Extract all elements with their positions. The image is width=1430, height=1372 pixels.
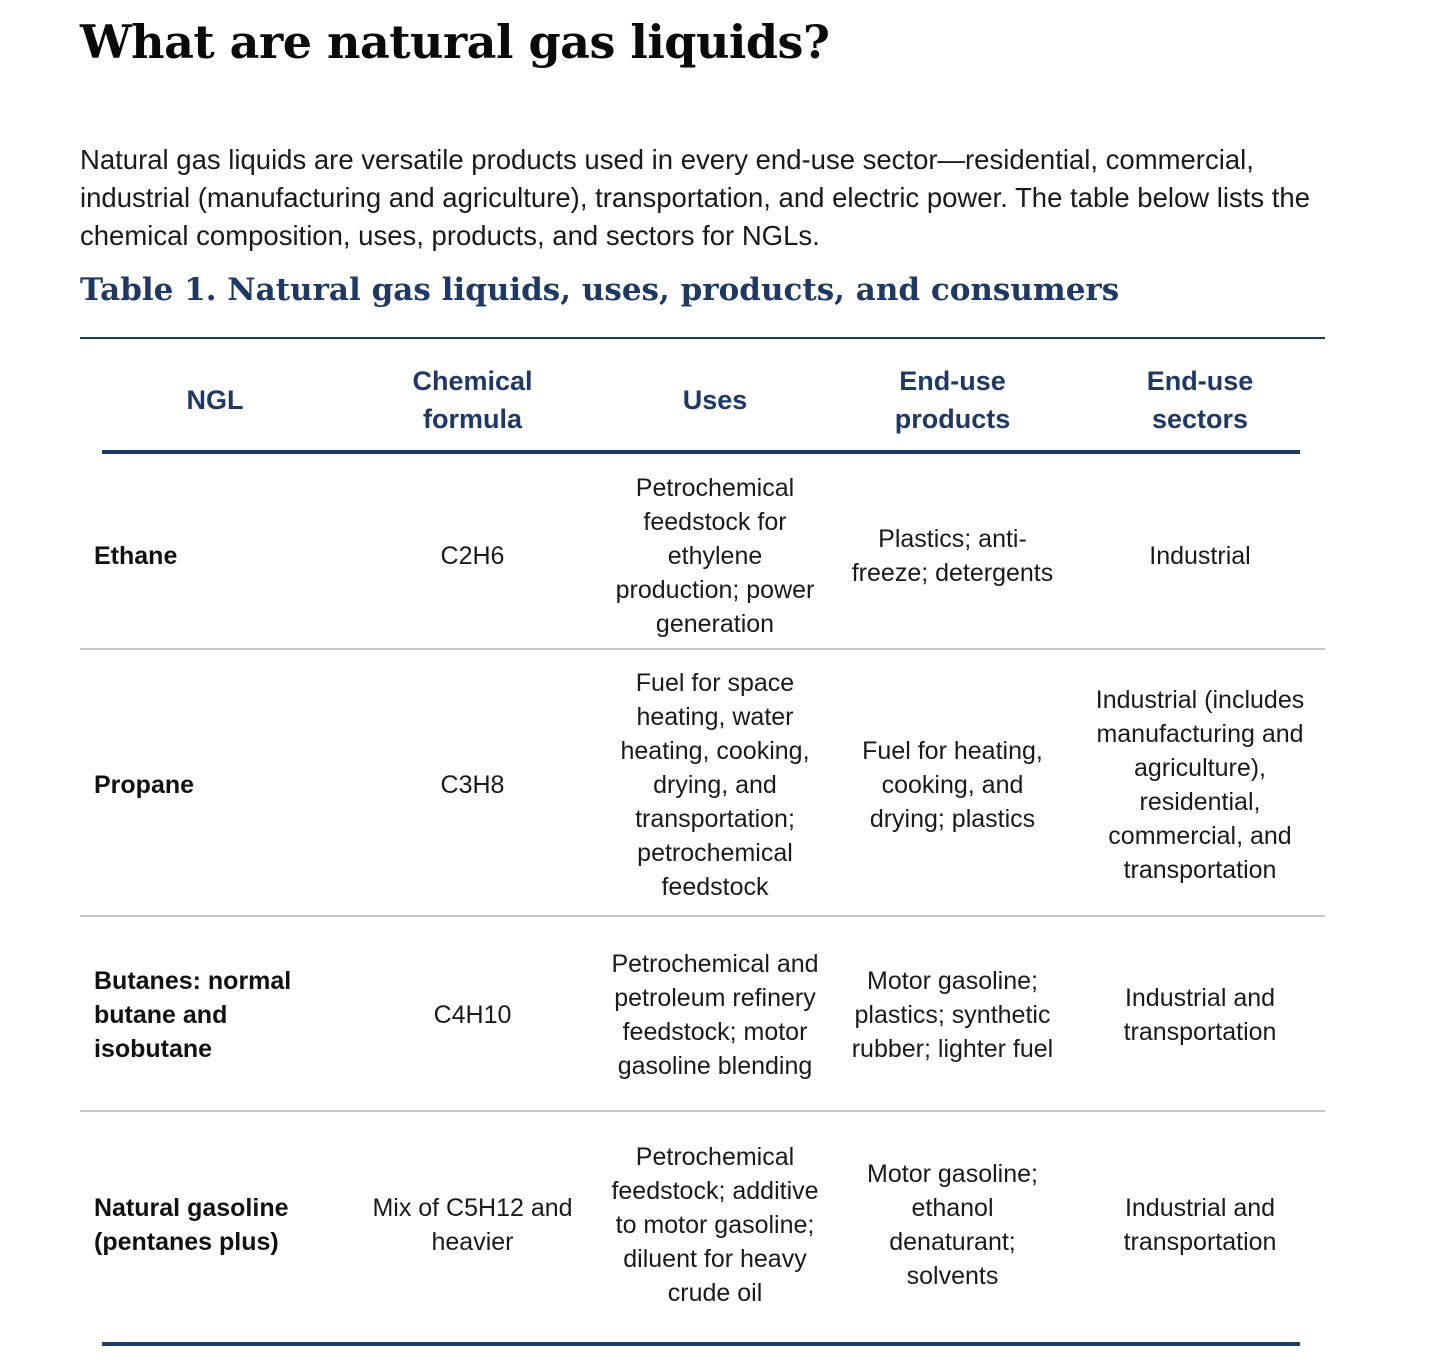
cell-ngl: Ethane [94, 542, 178, 570]
cell-sectors: Industrial and transportation [1123, 984, 1277, 1046]
row-divider [80, 648, 1325, 650]
cell-ngl: Natural gasoline (pentanes plus) [94, 1194, 289, 1256]
cell-sectors: Industrial and transportation [1123, 1194, 1277, 1256]
cell-sectors: Industrial (includes manufacturing and agriculture), residential, commercial, and transportation [1095, 686, 1305, 884]
cell-products: Motor gasoline; ethanol denaturant; solvents [867, 1160, 1038, 1290]
cell-products: Fuel for heating, cooking, and drying; plastics [862, 737, 1043, 833]
cell-products: Plastics; anti-freeze; detergents [851, 525, 1054, 587]
cell-uses: Petrochemical feedstock; additive to motor gasoline; diluent for heavy crude oil [611, 1143, 819, 1307]
table-caption: Table 1. Natural gas liquids, uses, products, and consumers [80, 272, 1120, 308]
header-end-use-sectors: End-use sectors [1146, 366, 1254, 434]
cell-formula: C2H6 [440, 542, 505, 570]
cell-formula: C3H8 [440, 771, 505, 799]
header-uses: Uses [682, 385, 748, 415]
table-top-rule [80, 337, 1325, 339]
header-end-use-products: End-use products [894, 366, 1011, 434]
cell-formula: Mix of C5H12 and heavier [372, 1194, 573, 1256]
intro-paragraph: Natural gas liquids are versatile products used in every end-use sector—residential, commercial, industrial (manufacturing and agriculture), transportation, and electric power. The table below lists the chemical composition, uses, products, and sectors for NGLs. [80, 144, 1311, 251]
cell-ngl: Propane [94, 771, 195, 799]
table-bottom-rule [102, 1342, 1300, 1346]
cell-uses: Petrochemical feedstock for ethylene production; power generation [615, 474, 815, 638]
cell-uses: Petrochemical and petroleum refinery feedstock; motor gasoline blending [611, 950, 819, 1080]
cell-sectors: Industrial [1149, 542, 1251, 570]
cell-products: Motor gasoline; plastics; synthetic rubber; lighter fuel [851, 967, 1054, 1063]
page-title: What are natural gas liquids? [80, 15, 830, 69]
row-divider [80, 1110, 1325, 1112]
header-ngl: NGL [186, 385, 244, 415]
header-chemical-formula: Chemical formula [412, 366, 533, 434]
cell-formula: C4H10 [433, 1001, 512, 1029]
cell-ngl: Butanes: normal butane and isobutane [94, 967, 292, 1063]
cell-uses: Fuel for space heating, water heating, cooking, drying, and transportation; petrochemical feedstock [620, 669, 810, 901]
row-divider [80, 915, 1325, 917]
header-rule [102, 450, 1300, 454]
